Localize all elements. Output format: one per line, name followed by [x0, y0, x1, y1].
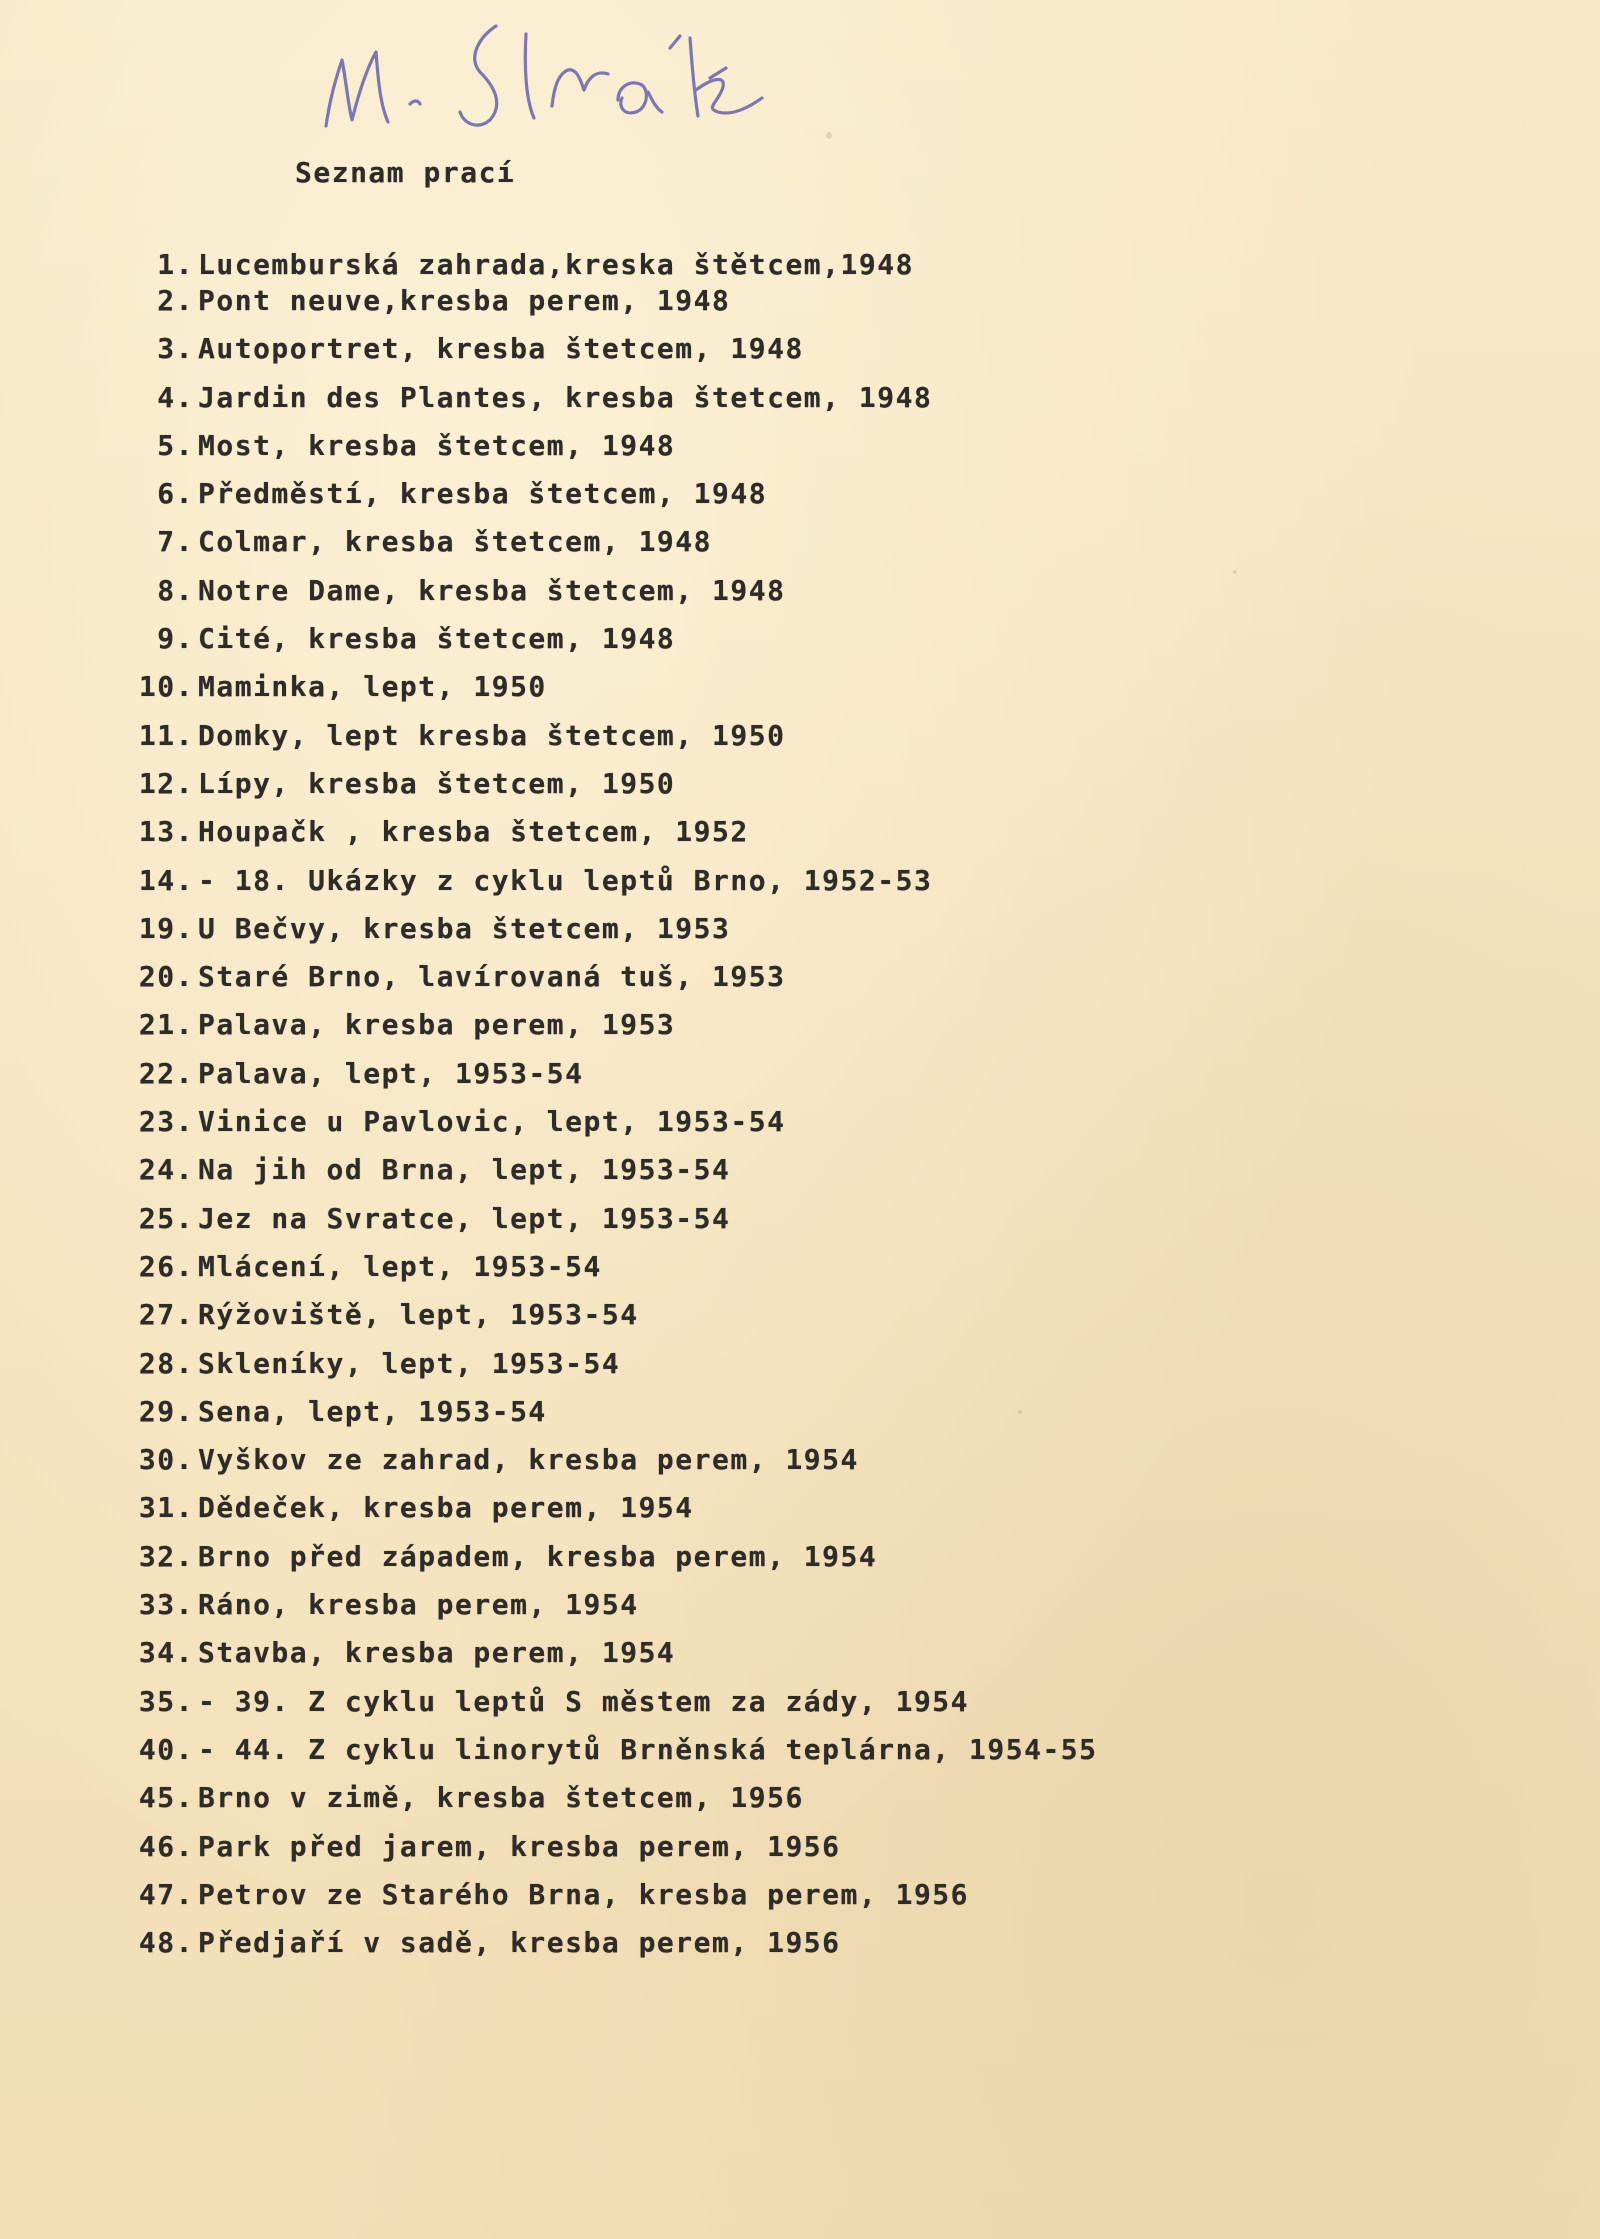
- list-item: [100, 381, 1098, 429]
- item-number: 4.: [157, 380, 194, 414]
- item-text: Notre Dame, kresba štetcem, 1948: [198, 573, 786, 607]
- item-number: 9.: [157, 622, 194, 656]
- list-item: [100, 767, 1098, 815]
- item-number: 34.: [138, 1636, 194, 1670]
- item-number: 2.: [157, 284, 194, 317]
- works-list: [100, 248, 1098, 1974]
- item-text: Petrov ze Starého Brna, kresba perem, 1956: [198, 1877, 970, 1911]
- list-item: [100, 1685, 1098, 1733]
- item-number: 12.: [138, 766, 194, 800]
- item-number: 26.: [138, 1249, 194, 1283]
- item-text: - 18. Ukázky z cyklu leptů Brno, 1952-53: [198, 863, 933, 897]
- list-item: [100, 429, 1098, 477]
- list-item: [100, 960, 1098, 1008]
- item-text: Brno před západem, kresba perem, 1954: [198, 1539, 878, 1573]
- list-item: [100, 622, 1098, 670]
- item-text: - 39. Z cyklu leptů S městem za zády, 1954: [198, 1684, 970, 1718]
- item-number: 3.: [157, 332, 194, 366]
- item-text: Předjaří v sadě, kresba perem, 1956: [198, 1926, 841, 1960]
- item-number: 33.: [138, 1588, 194, 1622]
- list-item: [100, 1443, 1098, 1491]
- handwritten-signature: [318, 8, 838, 138]
- list-item: [100, 1491, 1098, 1539]
- item-text: Colmar, kresba štetcem, 1948: [198, 525, 713, 559]
- item-number: 22.: [138, 1056, 194, 1090]
- item-text: Autoportret, kresba štetcem, 1948: [198, 332, 804, 366]
- item-text: Maminka, lept, 1950: [198, 670, 547, 704]
- item-number: 5.: [157, 428, 194, 462]
- list-item: [100, 1830, 1098, 1878]
- list-item: [100, 1057, 1098, 1105]
- item-number: 6.: [157, 477, 194, 511]
- item-number: 46.: [138, 1829, 194, 1863]
- item-text: Ráno, kresba perem, 1954: [198, 1588, 639, 1622]
- item-number: 47.: [138, 1877, 194, 1911]
- item-text: Předměstí, kresba štetcem, 1948: [198, 477, 768, 511]
- item-text: Pont neuve,kresba perem, 1948: [198, 284, 731, 317]
- item-number: 21.: [138, 1008, 194, 1042]
- item-number: 14.: [138, 863, 194, 897]
- list-item: [100, 1781, 1098, 1829]
- item-number: 10.: [138, 670, 194, 704]
- item-number: 8.: [157, 573, 194, 607]
- item-text: Stavba, kresba perem, 1954: [198, 1636, 676, 1670]
- list-item: [100, 1540, 1098, 1588]
- list-item: [100, 912, 1098, 960]
- item-number: 30.: [138, 1443, 194, 1477]
- item-text: U Bečvy, kresba štetcem, 1953: [198, 911, 731, 945]
- list-item: [100, 332, 1098, 380]
- list-item: [100, 1298, 1098, 1346]
- list-item: [100, 1733, 1098, 1781]
- item-number: 23.: [138, 1105, 194, 1139]
- list-item: [100, 1395, 1098, 1443]
- item-text: Vyškov ze zahrad, kresba perem, 1954: [198, 1443, 859, 1477]
- item-text: Jardin des Plantes, kresba štetcem, 1948: [198, 380, 933, 414]
- list-item: [100, 525, 1098, 573]
- item-number: 48.: [138, 1926, 194, 1960]
- list-item: [100, 864, 1098, 912]
- item-number: 1.: [157, 248, 194, 281]
- item-number: 7.: [157, 525, 194, 559]
- list-item: [100, 670, 1098, 718]
- item-number: 35.: [138, 1684, 194, 1718]
- item-number: 45.: [138, 1781, 194, 1815]
- item-text: Most, kresba štetcem, 1948: [198, 428, 676, 462]
- item-number: 24.: [138, 1153, 194, 1187]
- item-number: 11.: [138, 718, 194, 752]
- list-item: [100, 574, 1098, 622]
- list-item: [100, 1347, 1098, 1395]
- item-text: Vinice u Pavlovic, lept, 1953-54: [198, 1105, 786, 1139]
- list-item: [100, 1202, 1098, 1250]
- item-text: Jez na Svratce, lept, 1953-54: [198, 1201, 731, 1235]
- item-text: Staré Brno, lavírovaná tuš, 1953: [198, 960, 786, 994]
- item-text: Lucemburská zahrada,kreska štětcem,1948: [198, 248, 914, 281]
- list-item: [100, 284, 1098, 332]
- item-text: Skleníky, lept, 1953-54: [198, 1346, 621, 1380]
- item-text: Sena, lept, 1953-54: [198, 1394, 547, 1428]
- item-text: Cité, kresba štetcem, 1948: [198, 622, 676, 656]
- ink-speck: [826, 132, 832, 139]
- item-text: Brno v zimě, kresba štetcem, 1956: [198, 1781, 804, 1815]
- item-text: Na jih od Brna, lept, 1953-54: [198, 1153, 731, 1187]
- item-number: 27.: [138, 1298, 194, 1332]
- list-item: [100, 1878, 1098, 1926]
- item-text: Dědeček, kresba perem, 1954: [198, 1491, 694, 1525]
- item-text: Palava, lept, 1953-54: [198, 1056, 584, 1090]
- item-text: Mlácení, lept, 1953-54: [198, 1249, 602, 1283]
- list-item: [100, 719, 1098, 767]
- item-number: 29.: [138, 1394, 194, 1428]
- item-text: Park před jarem, kresba perem, 1956: [198, 1829, 841, 1863]
- list-item: [100, 1636, 1098, 1684]
- item-number: 19.: [138, 911, 194, 945]
- item-text: - 44. Z cyklu linorytů Brněnská teplárna, 1954-55: [198, 1732, 1098, 1766]
- list-item: [100, 248, 1098, 284]
- list-item: [100, 477, 1098, 525]
- list-item: [100, 1105, 1098, 1153]
- item-text: Houpačk , kresba štetcem, 1952: [198, 815, 749, 849]
- list-item: [100, 1008, 1098, 1056]
- item-number: 20.: [138, 960, 194, 994]
- item-number: 28.: [138, 1346, 194, 1380]
- item-text: Domky, lept kresba štetcem, 1950: [198, 718, 786, 752]
- page-title: Seznam prací: [295, 156, 516, 189]
- item-number: 40.: [138, 1732, 194, 1766]
- list-item: [100, 1153, 1098, 1201]
- list-item: [100, 1926, 1098, 1974]
- item-text: Lípy, kresba štetcem, 1950: [198, 766, 676, 800]
- list-item: [100, 1250, 1098, 1298]
- item-number: 32.: [138, 1539, 194, 1573]
- item-number: 13.: [138, 815, 194, 849]
- item-text: Palava, kresba perem, 1953: [198, 1008, 676, 1042]
- list-item: [100, 815, 1098, 863]
- ink-speck: [1233, 570, 1237, 574]
- list-item: [100, 1588, 1098, 1636]
- item-number: 31.: [138, 1491, 194, 1525]
- item-text: Rýžoviště, lept, 1953-54: [198, 1298, 639, 1332]
- item-number: 25.: [138, 1201, 194, 1235]
